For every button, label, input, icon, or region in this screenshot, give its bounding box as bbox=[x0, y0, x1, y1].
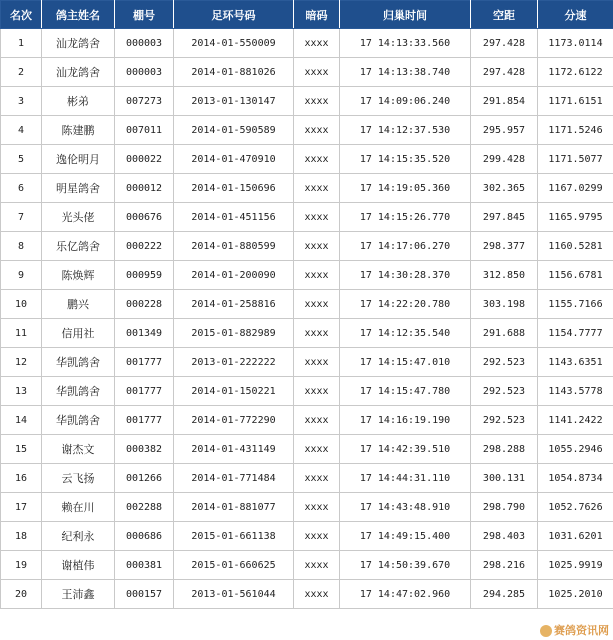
speed-cell: 1156.6781 bbox=[538, 261, 613, 290]
arrival-time-cell: 17 14:17:06.270 bbox=[340, 232, 471, 261]
ring-number-cell: 2014-01-880599 bbox=[174, 232, 294, 261]
speed-cell: 1167.0299 bbox=[538, 174, 613, 203]
owner-cell: 云飞扬 bbox=[42, 464, 115, 493]
code-cell: xxxx bbox=[294, 145, 340, 174]
rank-cell: 16 bbox=[1, 464, 42, 493]
speed-cell: 1171.6151 bbox=[538, 87, 613, 116]
table-row bbox=[1, 406, 613, 435]
distance-cell: 292.523 bbox=[471, 406, 538, 435]
arrival-time-cell: 17 14:15:47.010 bbox=[340, 348, 471, 377]
ring-number-cell: 2014-01-150696 bbox=[174, 174, 294, 203]
loft-id-cell: 000381 bbox=[115, 551, 174, 580]
code-cell: xxxx bbox=[294, 203, 340, 232]
loft-id-cell: 001266 bbox=[115, 464, 174, 493]
arrival-time-cell: 17 14:44:31.110 bbox=[340, 464, 471, 493]
table-row bbox=[1, 464, 613, 493]
code-header: 暗码 bbox=[294, 1, 340, 29]
speed-cell: 1025.2010 bbox=[538, 580, 613, 609]
arrival-time-cell: 17 14:19:05.360 bbox=[340, 174, 471, 203]
loft-id-cell: 000003 bbox=[115, 58, 174, 87]
code-cell: xxxx bbox=[294, 551, 340, 580]
ring-number-cell: 2015-01-660625 bbox=[174, 551, 294, 580]
ring-number-cell: 2015-01-882989 bbox=[174, 319, 294, 348]
owner-cell: 逸伦明月 bbox=[42, 145, 115, 174]
owner-cell: 纪利永 bbox=[42, 522, 115, 551]
rank-cell: 13 bbox=[1, 377, 42, 406]
loft-id-cell: 000157 bbox=[115, 580, 174, 609]
arrival-time-cell: 17 14:49:15.400 bbox=[340, 522, 471, 551]
rank-header: 名次 bbox=[1, 1, 42, 29]
speed-cell: 1055.2946 bbox=[538, 435, 613, 464]
loft-id-cell: 000003 bbox=[115, 29, 174, 58]
arrival-time-cell: 17 14:43:48.910 bbox=[340, 493, 471, 522]
watermark-text: 赛鸽资讯网 bbox=[554, 624, 609, 637]
code-cell: xxxx bbox=[294, 522, 340, 551]
rank-cell: 5 bbox=[1, 145, 42, 174]
speed-cell: 1031.6201 bbox=[538, 522, 613, 551]
rank-cell: 7 bbox=[1, 203, 42, 232]
distance-cell: 291.688 bbox=[471, 319, 538, 348]
distance-cell: 303.198 bbox=[471, 290, 538, 319]
owner-cell: 华凯鸽舍 bbox=[42, 406, 115, 435]
table-row bbox=[1, 203, 613, 232]
code-cell: xxxx bbox=[294, 58, 340, 87]
rank-cell: 9 bbox=[1, 261, 42, 290]
arrival-time-cell: 17 14:22:20.780 bbox=[340, 290, 471, 319]
rank-cell: 12 bbox=[1, 348, 42, 377]
loft-id-cell: 000222 bbox=[115, 232, 174, 261]
speed-cell: 1141.2422 bbox=[538, 406, 613, 435]
speed-header: 分速 bbox=[538, 1, 613, 29]
rank-cell: 2 bbox=[1, 58, 42, 87]
table-row bbox=[1, 435, 613, 464]
code-cell: xxxx bbox=[294, 348, 340, 377]
arrival-time-cell: 17 14:15:26.770 bbox=[340, 203, 471, 232]
ring-number-cell: 2014-01-772290 bbox=[174, 406, 294, 435]
rank-cell: 11 bbox=[1, 319, 42, 348]
rank-cell: 17 bbox=[1, 493, 42, 522]
code-cell: xxxx bbox=[294, 580, 340, 609]
loft-id-cell: 000959 bbox=[115, 261, 174, 290]
rank-cell: 19 bbox=[1, 551, 42, 580]
owner-cell: 乐亿鸽舍 bbox=[42, 232, 115, 261]
speed-cell: 1025.9919 bbox=[538, 551, 613, 580]
distance-cell: 297.428 bbox=[471, 58, 538, 87]
loft-id-cell: 001777 bbox=[115, 348, 174, 377]
code-cell: xxxx bbox=[294, 319, 340, 348]
ring-number-cell: 2014-01-771484 bbox=[174, 464, 294, 493]
arrival-time-cell: 17 14:12:37.530 bbox=[340, 116, 471, 145]
arrival-time-cell: 17 14:12:35.540 bbox=[340, 319, 471, 348]
table-row bbox=[1, 58, 613, 87]
rank-cell: 1 bbox=[1, 29, 42, 58]
table-row bbox=[1, 348, 613, 377]
loft-id-cell: 002288 bbox=[115, 493, 174, 522]
owner-header: 鸽主姓名 bbox=[42, 1, 115, 29]
loft-id-cell: 007011 bbox=[115, 116, 174, 145]
ring-number-cell: 2014-01-451156 bbox=[174, 203, 294, 232]
code-cell: xxxx bbox=[294, 116, 340, 145]
ring-number-header: 足环号码 bbox=[174, 1, 294, 29]
table-header bbox=[1, 1, 613, 29]
table-row bbox=[1, 29, 613, 58]
arrival-time-cell: 17 14:13:33.560 bbox=[340, 29, 471, 58]
arrival-time-cell: 17 14:13:38.740 bbox=[340, 58, 471, 87]
distance-cell: 291.854 bbox=[471, 87, 538, 116]
header-row bbox=[1, 1, 613, 29]
owner-cell: 华凯鸽舍 bbox=[42, 377, 115, 406]
distance-header: 空距 bbox=[471, 1, 538, 29]
ring-number-cell: 2013-01-130147 bbox=[174, 87, 294, 116]
owner-cell: 陈建鹏 bbox=[42, 116, 115, 145]
arrival-time-cell: 17 14:50:39.670 bbox=[340, 551, 471, 580]
table-row bbox=[1, 145, 613, 174]
loft-id-cell: 000012 bbox=[115, 174, 174, 203]
code-cell: xxxx bbox=[294, 493, 340, 522]
distance-cell: 297.845 bbox=[471, 203, 538, 232]
code-cell: xxxx bbox=[294, 174, 340, 203]
ring-number-cell: 2014-01-431149 bbox=[174, 435, 294, 464]
table-row bbox=[1, 551, 613, 580]
distance-cell: 298.790 bbox=[471, 493, 538, 522]
distance-cell: 292.523 bbox=[471, 377, 538, 406]
table-row bbox=[1, 116, 613, 145]
owner-cell: 谢植伟 bbox=[42, 551, 115, 580]
distance-cell: 300.131 bbox=[471, 464, 538, 493]
distance-cell: 298.377 bbox=[471, 232, 538, 261]
speed-cell: 1160.5281 bbox=[538, 232, 613, 261]
rank-cell: 8 bbox=[1, 232, 42, 261]
table-row bbox=[1, 290, 613, 319]
owner-cell: 光头佬 bbox=[42, 203, 115, 232]
rank-cell: 18 bbox=[1, 522, 42, 551]
loft-id-cell: 000686 bbox=[115, 522, 174, 551]
arrival-time-cell: 17 14:15:35.520 bbox=[340, 145, 471, 174]
code-cell: xxxx bbox=[294, 464, 340, 493]
table-body bbox=[1, 29, 613, 609]
ring-number-cell: 2014-01-550009 bbox=[174, 29, 294, 58]
loft-id-cell: 000228 bbox=[115, 290, 174, 319]
code-cell: xxxx bbox=[294, 261, 340, 290]
rank-cell: 15 bbox=[1, 435, 42, 464]
rank-cell: 3 bbox=[1, 87, 42, 116]
arrival-time-cell: 17 14:42:39.510 bbox=[340, 435, 471, 464]
distance-cell: 302.365 bbox=[471, 174, 538, 203]
owner-cell: 华凯鸽舍 bbox=[42, 348, 115, 377]
owner-cell: 汕龙鸽舍 bbox=[42, 58, 115, 87]
site-watermark bbox=[540, 622, 609, 638]
pigeon-logo-icon bbox=[540, 625, 552, 637]
distance-cell: 298.288 bbox=[471, 435, 538, 464]
rank-cell: 14 bbox=[1, 406, 42, 435]
owner-cell: 陈焕辉 bbox=[42, 261, 115, 290]
arrival-time-cell: 17 14:30:28.370 bbox=[340, 261, 471, 290]
table-row bbox=[1, 174, 613, 203]
table-row bbox=[1, 261, 613, 290]
code-cell: xxxx bbox=[294, 435, 340, 464]
loft-id-cell: 000382 bbox=[115, 435, 174, 464]
ring-number-cell: 2014-01-881077 bbox=[174, 493, 294, 522]
rank-cell: 20 bbox=[1, 580, 42, 609]
distance-cell: 297.428 bbox=[471, 29, 538, 58]
distance-cell: 294.285 bbox=[471, 580, 538, 609]
speed-cell: 1172.6122 bbox=[538, 58, 613, 87]
speed-cell: 1155.7166 bbox=[538, 290, 613, 319]
table-row bbox=[1, 87, 613, 116]
loft-id-cell: 001777 bbox=[115, 377, 174, 406]
ring-number-cell: 2014-01-590589 bbox=[174, 116, 294, 145]
speed-cell: 1143.5778 bbox=[538, 377, 613, 406]
code-cell: xxxx bbox=[294, 290, 340, 319]
owner-cell: 汕龙鸽舍 bbox=[42, 29, 115, 58]
code-cell: xxxx bbox=[294, 406, 340, 435]
table-row bbox=[1, 580, 613, 609]
ring-number-cell: 2014-01-258816 bbox=[174, 290, 294, 319]
ring-number-cell: 2013-01-222222 bbox=[174, 348, 294, 377]
speed-cell: 1143.6351 bbox=[538, 348, 613, 377]
rank-cell: 10 bbox=[1, 290, 42, 319]
owner-cell: 赖在川 bbox=[42, 493, 115, 522]
distance-cell: 312.850 bbox=[471, 261, 538, 290]
speed-cell: 1171.5077 bbox=[538, 145, 613, 174]
owner-cell: 信用社 bbox=[42, 319, 115, 348]
distance-cell: 298.216 bbox=[471, 551, 538, 580]
owner-cell: 王沛鑫 bbox=[42, 580, 115, 609]
owner-cell: 明星鸽舍 bbox=[42, 174, 115, 203]
speed-cell: 1171.5246 bbox=[538, 116, 613, 145]
owner-cell: 鹏兴 bbox=[42, 290, 115, 319]
loft-id-cell: 000676 bbox=[115, 203, 174, 232]
table-row bbox=[1, 377, 613, 406]
code-cell: xxxx bbox=[294, 29, 340, 58]
ring-number-cell: 2015-01-661138 bbox=[174, 522, 294, 551]
table-row bbox=[1, 522, 613, 551]
speed-cell: 1173.0114 bbox=[538, 29, 613, 58]
code-cell: xxxx bbox=[294, 87, 340, 116]
speed-cell: 1054.8734 bbox=[538, 464, 613, 493]
loft-id-cell: 001777 bbox=[115, 406, 174, 435]
speed-cell: 1165.9795 bbox=[538, 203, 613, 232]
table-row bbox=[1, 232, 613, 261]
loft-id-cell: 001349 bbox=[115, 319, 174, 348]
table-row bbox=[1, 493, 613, 522]
arrival-time-header: 归巢时间 bbox=[340, 1, 471, 29]
loft-id-cell: 007273 bbox=[115, 87, 174, 116]
arrival-time-cell: 17 14:16:19.190 bbox=[340, 406, 471, 435]
code-cell: xxxx bbox=[294, 232, 340, 261]
ring-number-cell: 2013-01-561044 bbox=[174, 580, 294, 609]
arrival-time-cell: 17 14:09:06.240 bbox=[340, 87, 471, 116]
loft-id-cell: 000022 bbox=[115, 145, 174, 174]
speed-cell: 1052.7626 bbox=[538, 493, 613, 522]
distance-cell: 292.523 bbox=[471, 348, 538, 377]
code-cell: xxxx bbox=[294, 377, 340, 406]
ring-number-cell: 2014-01-200090 bbox=[174, 261, 294, 290]
speed-cell: 1154.7777 bbox=[538, 319, 613, 348]
ring-number-cell: 2014-01-881026 bbox=[174, 58, 294, 87]
arrival-time-cell: 17 14:47:02.960 bbox=[340, 580, 471, 609]
ring-number-cell: 2014-01-470910 bbox=[174, 145, 294, 174]
owner-cell: 彬弟 bbox=[42, 87, 115, 116]
distance-cell: 299.428 bbox=[471, 145, 538, 174]
distance-cell: 295.957 bbox=[471, 116, 538, 145]
loft-id-header: 棚号 bbox=[115, 1, 174, 29]
rank-cell: 6 bbox=[1, 174, 42, 203]
distance-cell: 298.403 bbox=[471, 522, 538, 551]
owner-cell: 谢杰文 bbox=[42, 435, 115, 464]
table-row bbox=[1, 319, 613, 348]
ring-number-cell: 2014-01-150221 bbox=[174, 377, 294, 406]
arrival-time-cell: 17 14:15:47.780 bbox=[340, 377, 471, 406]
rank-cell: 4 bbox=[1, 116, 42, 145]
